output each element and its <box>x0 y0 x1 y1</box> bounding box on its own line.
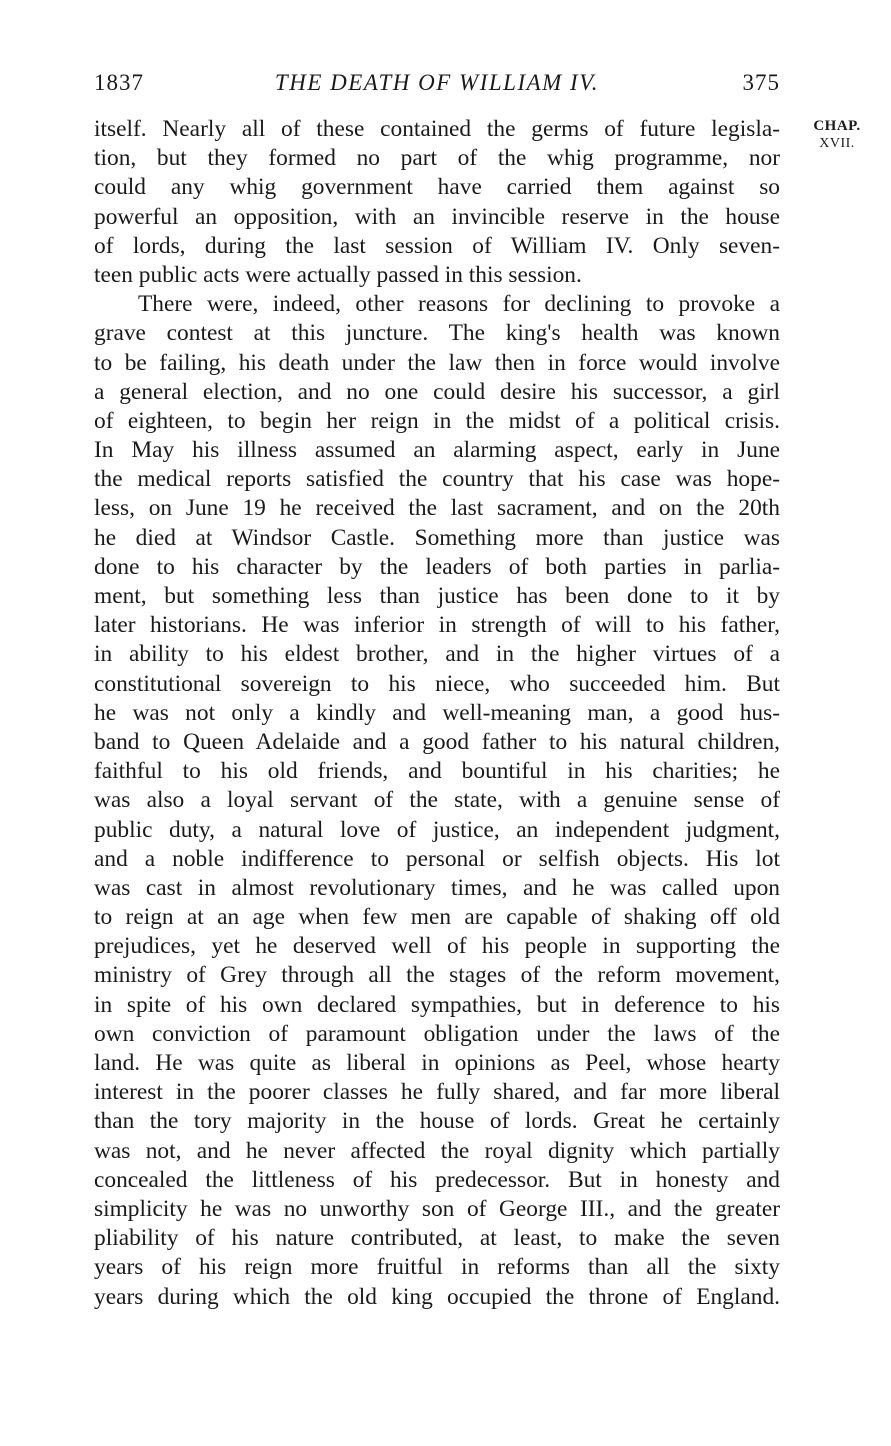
running-head <box>94 70 780 100</box>
text-line: he was not only a kindly and well-meaning man, a good hus- <box>94 699 780 726</box>
text-line: was cast in almost revolutionary times, and he was called upon <box>94 874 780 901</box>
text-line: pliability of his nature contributed, at least, to make the seven <box>94 1225 780 1252</box>
text-line: was not, and he never affected the royal dignity which partially <box>94 1137 780 1164</box>
paragraph <box>94 290 780 1312</box>
text-line: was also a loyal servant of the state, with a genuine sense of <box>94 787 780 814</box>
text-line: done to his character by the leaders of both parties in parlia- <box>94 553 780 580</box>
text-line: public duty, a natural love of justice, an independent judgment, <box>94 816 780 843</box>
text-line: grave contest at this juncture. The king's health was known <box>94 320 780 347</box>
text-line: prejudices, yet he deserved well of his people in supporting the <box>94 933 780 960</box>
text-line: ministry of Grey through all the stages of the reform movement, <box>94 962 780 989</box>
chapter-number: XVII. <box>819 136 855 151</box>
text-line: to be failing, his death under the law then in force would involve <box>94 349 780 376</box>
text-line: There were, indeed, other reasons for declining to provoke a <box>138 291 780 318</box>
chapter-margin-note <box>802 118 872 152</box>
text-line: in ability to his eldest brother, and in the higher virtues of a <box>94 641 780 668</box>
text-line: In May his illness assumed an alarming aspect, early in June <box>94 437 780 464</box>
text-line: teen public acts were actually passed in this session. <box>94 261 582 288</box>
text-line: the medical reports satisfied the country that his case was hope- <box>94 466 780 493</box>
text-line: powerful an opposition, with an invincible reserve in the house <box>94 203 780 230</box>
text-line: and a noble indifference to personal or selfish objects. His lot <box>94 845 780 872</box>
paragraph <box>94 115 780 290</box>
text-line: to reign at an age when few men are capable of shaking off old <box>94 904 780 931</box>
text-line: years during which the old king occupied the throne of England. <box>94 1283 780 1310</box>
text-line: own conviction of paramount obligation under the laws of the <box>94 1020 780 1047</box>
text-line: land. He was quite as liberal in opinions as Peel, whose hearty <box>94 1050 780 1076</box>
text-line: ment, but something less than justice has been done to it by <box>94 583 780 609</box>
text-line: less, on June 19 he received the last sacrament, and on the 20th <box>94 495 780 522</box>
text-line: he died at Windsor Castle. Something more than justice was <box>94 524 780 551</box>
text-line: could any whig government have carried them against so <box>94 174 780 201</box>
text-line: than the tory majority in the house of lords. Great he certainly <box>94 1108 780 1135</box>
header-title: THE DEATH OF WILLIAM IV. <box>274 70 600 95</box>
text-line: of eighteen, to begin her reign in the midst of a political crisis. <box>94 407 780 434</box>
header-year: 1837 <box>94 70 144 95</box>
text-line: years of his reign more fruitful in reforms than all the sixty <box>94 1254 780 1281</box>
text-line: of lords, during the last session of William IV. Only seven- <box>94 232 780 259</box>
text-line: concealed the littleness of his predecessor. But in honesty and <box>94 1166 780 1193</box>
body-text <box>94 115 780 1312</box>
text-line: later historians. He was inferior in strength of will to his father, <box>94 612 780 639</box>
text-line: itself. Nearly all of these contained the germs of future legisla- <box>94 116 780 142</box>
text-line: tion, but they formed no part of the whig programme, nor <box>94 145 780 172</box>
text-line: band to Queen Adelaide and a good father to his natural children, <box>94 728 780 755</box>
chapter-label: CHAP. <box>813 118 861 134</box>
text-line: simplicity he was no unworthy son of George III., and the greater <box>94 1195 780 1222</box>
page-number: 375 <box>742 70 780 95</box>
text-line: faithful to his old friends, and bountiful in his charities; he <box>94 758 780 785</box>
text-line: constitutional sovereign to his niece, who succeeded him. But <box>94 670 780 697</box>
text-line: interest in the poorer classes he fully shared, and far more liberal <box>94 1079 780 1106</box>
text-line: a general election, and no one could desire his successor, a girl <box>94 378 780 405</box>
text-line: in spite of his own declared sympathies, but in deference to his <box>94 991 780 1018</box>
